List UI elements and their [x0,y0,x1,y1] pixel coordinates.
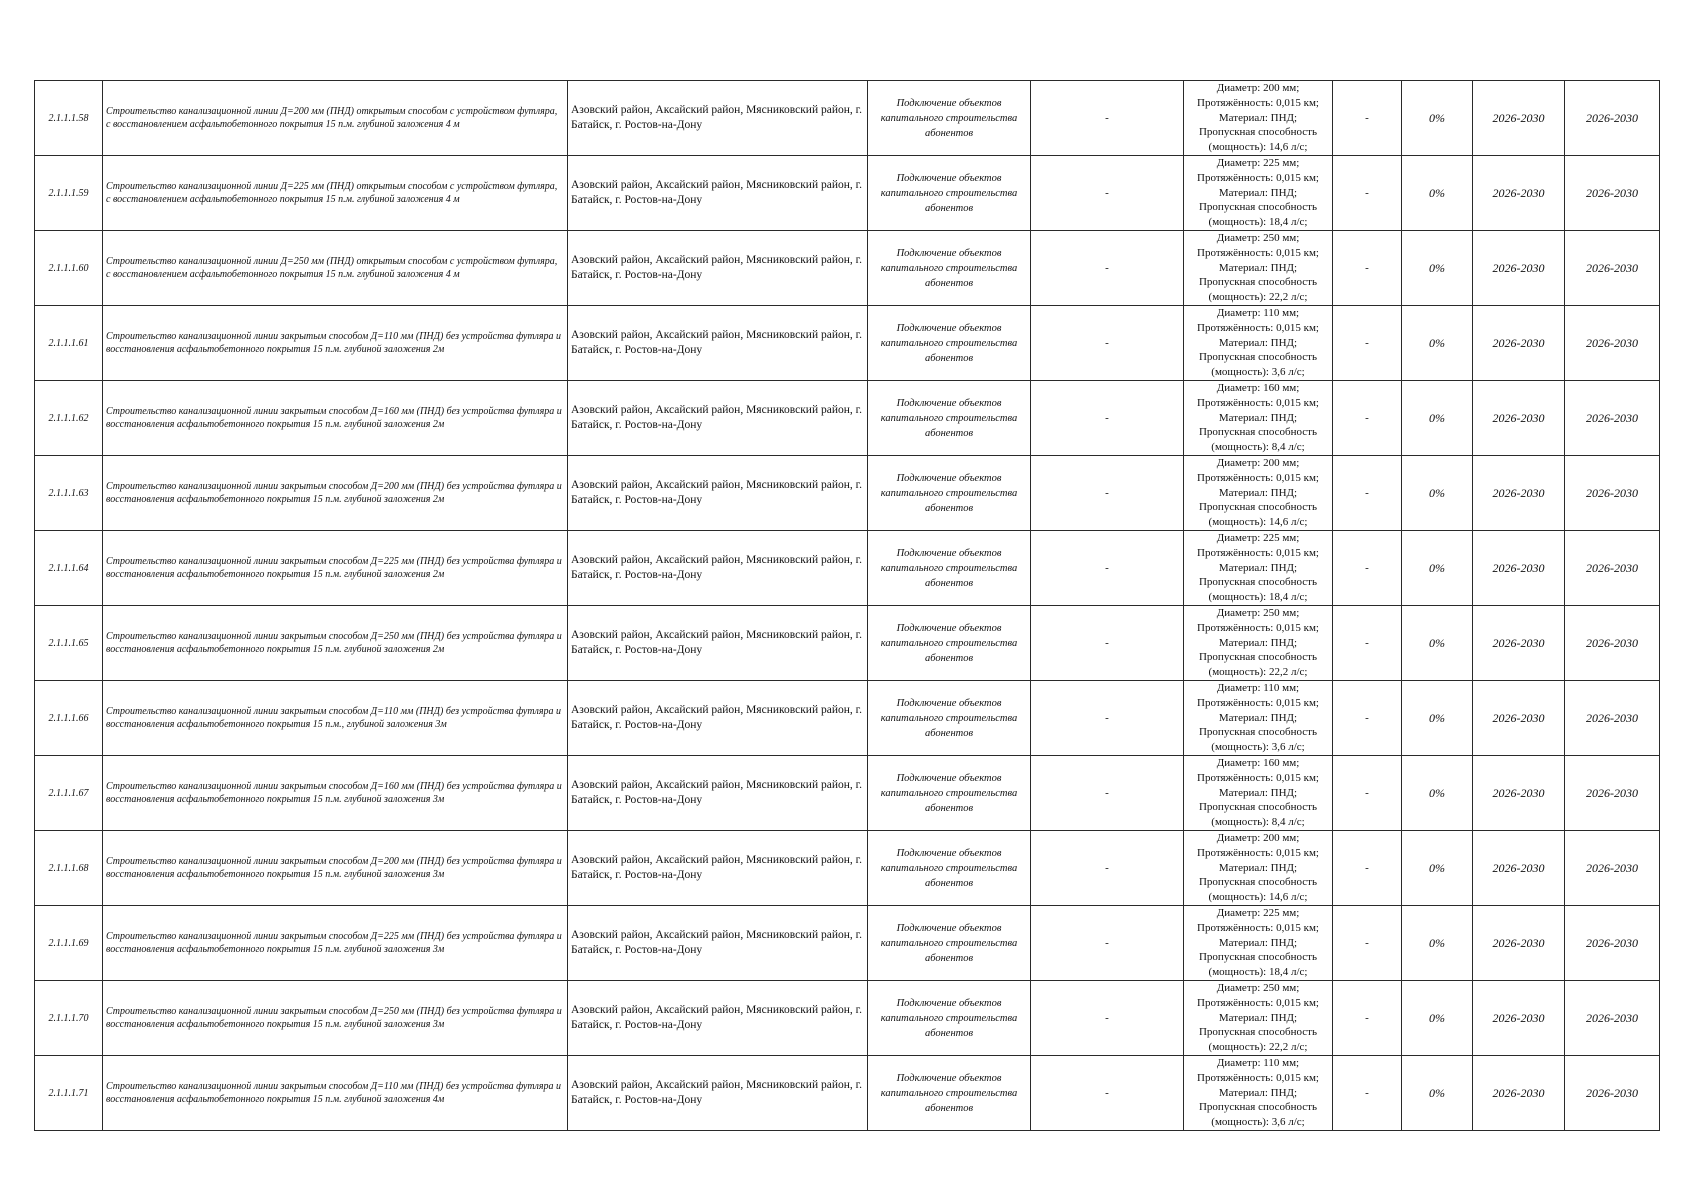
empty-value-2: - [1333,156,1402,231]
period-end: 2026-2030 [1565,981,1660,1056]
empty-value-2: - [1333,456,1402,531]
project-purpose: Подключение объектов капитального строительства абонентов [868,531,1031,606]
completion-percent: 0% [1402,681,1473,756]
param-diameter: Диаметр: 225 мм; [1216,907,1300,919]
empty-value-2: - [1333,1056,1402,1131]
row-number: 2.1.1.1.64 [35,531,103,606]
table-row [35,981,1660,1056]
project-location: Азовский район, Аксайский район, Мясниковский район, г. Батайск, г. Ростов-на-Дону [568,906,868,981]
empty-value-2: - [1333,756,1402,831]
param-length: Протяжённость: 0,015 км; [1197,396,1319,409]
period-end: 2026-2030 [1565,156,1660,231]
period-start: 2026-2030 [1473,231,1565,306]
param-diameter: Диаметр: 110 мм; [1216,1057,1300,1069]
param-material: Материал: ПНД; [1218,711,1298,724]
period-start: 2026-2030 [1473,81,1565,156]
period-start: 2026-2030 [1473,681,1565,756]
technical-parameters [1184,456,1333,531]
row-number: 2.1.1.1.65 [35,606,103,681]
empty-value: - [1031,531,1184,606]
param-material: Материал: ПНД; [1218,186,1298,199]
empty-value-2: - [1333,831,1402,906]
project-purpose: Подключение объектов капитального строительства абонентов [868,606,1031,681]
param-length: Протяжённость: 0,015 км; [1197,996,1319,1009]
param-capacity-value: (мощность): 8,4 л/с; [1211,816,1305,829]
param-diameter: Диаметр: 110 мм; [1216,307,1300,319]
technical-parameters [1184,381,1333,456]
completion-percent: 0% [1402,831,1473,906]
project-location: Азовский район, Аксайский район, Мясниковский район, г. Батайск, г. Ростов-на-Дону [568,831,868,906]
project-location: Азовский район, Аксайский район, Мясниковский район, г. Батайск, г. Ростов-на-Дону [568,531,868,606]
completion-percent: 0% [1402,906,1473,981]
period-start: 2026-2030 [1473,531,1565,606]
period-end: 2026-2030 [1565,81,1660,156]
empty-value: - [1031,81,1184,156]
table-row [35,1056,1660,1131]
period-start: 2026-2030 [1473,456,1565,531]
project-purpose: Подключение объектов капитального строительства абонентов [868,831,1031,906]
param-material: Материал: ПНД; [1218,486,1298,499]
row-number: 2.1.1.1.59 [35,156,103,231]
project-name: Строительство канализационной линии закрытым способом Д=250 мм (ПНД) без устройства футляра и восстановления асфальтобетонного покрытия 15 п.м. глубиной заложения 3м [103,981,568,1056]
technical-parameters [1184,81,1333,156]
project-name: Строительство канализационной линии закрытым способом Д=250 мм (ПНД) без устройства футляра и восстановления асфальтобетонного покрытия 15 п.м. глубиной заложения 2м [103,606,568,681]
empty-value-2: - [1333,381,1402,456]
project-location: Азовский район, Аксайский район, Мясниковский район, г. Батайск, г. Ростов-на-Дону [568,231,868,306]
param-capacity-value: (мощность): 18,4 л/с; [1208,966,1308,979]
project-purpose: Подключение объектов капитального строительства абонентов [868,1056,1031,1131]
param-capacity-value: (мощность): 3,6 л/с; [1211,1116,1305,1129]
param-diameter: Диаметр: 250 мм; [1216,232,1300,244]
row-number: 2.1.1.1.62 [35,381,103,456]
completion-percent: 0% [1402,456,1473,531]
table-row [35,156,1660,231]
table-row [35,606,1660,681]
param-capacity-label: Пропускная способность [1198,576,1318,589]
empty-value-2: - [1333,606,1402,681]
table-row [35,831,1660,906]
project-purpose: Подключение объектов капитального строительства абонентов [868,906,1031,981]
param-length: Протяжённость: 0,015 км; [1197,171,1319,184]
empty-value-2: - [1333,531,1402,606]
project-location: Азовский район, Аксайский район, Мясниковский район, г. Батайск, г. Ростов-на-Дону [568,1056,868,1131]
param-material: Материал: ПНД; [1218,786,1298,799]
param-length: Протяжённость: 0,015 км; [1197,846,1319,859]
project-purpose: Подключение объектов капитального строительства абонентов [868,681,1031,756]
project-name: Строительство канализационной линии закрытым способом Д=160 мм (ПНД) без устройства футляра и восстановления асфальтобетонного покрытия 15 п.м. глубиной заложения 2м [103,381,568,456]
period-start: 2026-2030 [1473,156,1565,231]
project-name: Строительство канализационной линии закрытым способом Д=110 мм (ПНД) без устройства футляра и восстановления асфальтобетонного покрытия 15 п.м. глубиной заложения 2м [103,306,568,381]
param-diameter: Диаметр: 225 мм; [1216,157,1300,169]
param-length: Протяжённость: 0,015 км; [1197,471,1319,484]
project-location: Азовский район, Аксайский район, Мясниковский район, г. Батайск, г. Ростов-на-Дону [568,81,868,156]
param-capacity-label: Пропускная способность [1198,201,1318,214]
empty-value: - [1031,756,1184,831]
table-row [35,531,1660,606]
project-location: Азовский район, Аксайский район, Мясниковский район, г. Батайск, г. Ростов-на-Дону [568,756,868,831]
technical-parameters [1184,1056,1333,1131]
project-name: Строительство канализационной линии закрытым способом Д=200 мм (ПНД) без устройства футляра и восстановления асфальтобетонного покрытия 15 п.м. глубиной заложения 3м [103,831,568,906]
empty-value-2: - [1333,981,1402,1056]
technical-parameters [1184,906,1333,981]
row-number: 2.1.1.1.58 [35,81,103,156]
param-capacity-label: Пропускная способность [1198,351,1318,364]
row-number: 2.1.1.1.68 [35,831,103,906]
project-purpose: Подключение объектов капитального строительства абонентов [868,756,1031,831]
period-start: 2026-2030 [1473,831,1565,906]
project-location: Азовский район, Аксайский район, Мясниковский район, г. Батайск, г. Ростов-на-Дону [568,306,868,381]
completion-percent: 0% [1402,756,1473,831]
table-row [35,456,1660,531]
empty-value: - [1031,831,1184,906]
investment-program-table [34,80,1660,1131]
param-length: Протяжённость: 0,015 км; [1197,921,1319,934]
period-end: 2026-2030 [1565,681,1660,756]
completion-percent: 0% [1402,606,1473,681]
project-location: Азовский район, Аксайский район, Мясниковский район, г. Батайск, г. Ростов-на-Дону [568,681,868,756]
empty-value-2: - [1333,231,1402,306]
period-start: 2026-2030 [1473,306,1565,381]
period-end: 2026-2030 [1565,831,1660,906]
project-location: Азовский район, Аксайский район, Мясниковский район, г. Батайск, г. Ростов-на-Дону [568,981,868,1056]
project-name: Строительство канализационной линии закрытым способом Д=200 мм (ПНД) без устройства футляра и восстановления асфальтобетонного покрытия 15 п.м. глубиной заложения 2м [103,456,568,531]
param-capacity-label: Пропускная способность [1198,726,1318,739]
completion-percent: 0% [1402,81,1473,156]
row-number: 2.1.1.1.61 [35,306,103,381]
row-number: 2.1.1.1.66 [35,681,103,756]
param-diameter: Диаметр: 110 мм; [1216,682,1300,694]
param-capacity-value: (мощность): 14,6 л/с; [1208,516,1308,529]
param-material: Материал: ПНД; [1218,561,1298,574]
project-purpose: Подключение объектов капитального строительства абонентов [868,156,1031,231]
param-diameter: Диаметр: 250 мм; [1216,982,1300,994]
period-end: 2026-2030 [1565,606,1660,681]
param-diameter: Диаметр: 160 мм; [1216,757,1300,769]
param-length: Протяжённость: 0,015 км; [1197,246,1319,259]
param-material: Материал: ПНД; [1218,636,1298,649]
param-length: Протяжённость: 0,015 км; [1197,696,1319,709]
param-capacity-label: Пропускная способность [1198,276,1318,289]
empty-value: - [1031,456,1184,531]
param-length: Протяжённость: 0,015 км; [1197,546,1319,559]
technical-parameters [1184,306,1333,381]
technical-parameters [1184,831,1333,906]
param-diameter: Диаметр: 200 мм; [1216,832,1300,844]
param-capacity-value: (мощность): 14,6 л/с; [1208,891,1308,904]
param-capacity-value: (мощность): 3,6 л/с; [1211,366,1305,379]
project-location: Азовский район, Аксайский район, Мясниковский район, г. Батайск, г. Ростов-на-Дону [568,606,868,681]
project-purpose: Подключение объектов капитального строительства абонентов [868,231,1031,306]
period-end: 2026-2030 [1565,1056,1660,1131]
row-number: 2.1.1.1.67 [35,756,103,831]
param-capacity-value: (мощность): 18,4 л/с; [1208,591,1308,604]
table-row [35,906,1660,981]
project-location: Азовский район, Аксайский район, Мясниковский район, г. Батайск, г. Ростов-на-Дону [568,156,868,231]
completion-percent: 0% [1402,1056,1473,1131]
period-start: 2026-2030 [1473,606,1565,681]
param-capacity-value: (мощность): 22,2 л/с; [1208,291,1308,304]
empty-value-2: - [1333,681,1402,756]
period-end: 2026-2030 [1565,306,1660,381]
param-capacity-label: Пропускная способность [1198,801,1318,814]
project-location: Азовский район, Аксайский район, Мясниковский район, г. Батайск, г. Ростов-на-Дону [568,456,868,531]
param-diameter: Диаметр: 225 мм; [1216,532,1300,544]
table-body [35,81,1660,1131]
technical-parameters [1184,231,1333,306]
empty-value-2: - [1333,306,1402,381]
empty-value: - [1031,231,1184,306]
param-capacity-value: (мощность): 22,2 л/с; [1208,666,1308,679]
param-capacity-value: (мощность): 14,6 л/с; [1208,141,1308,154]
param-length: Протяжённость: 0,015 км; [1197,1071,1319,1084]
project-name: Строительство канализационной линии Д=200 мм (ПНД) открытым способом с устройством футляра, с восстановлением асфальтобетонного покрытия 15 п.м. глубиной заложения 4 м [103,81,568,156]
row-number: 2.1.1.1.63 [35,456,103,531]
table-row [35,381,1660,456]
param-material: Материал: ПНД; [1218,111,1298,124]
param-capacity-value: (мощность): 3,6 л/с; [1211,741,1305,754]
table-row [35,81,1660,156]
table-row [35,681,1660,756]
technical-parameters [1184,981,1333,1056]
param-material: Материал: ПНД; [1218,261,1298,274]
param-capacity-value: (мощность): 8,4 л/с; [1211,441,1305,454]
param-material: Материал: ПНД; [1218,936,1298,949]
completion-percent: 0% [1402,531,1473,606]
empty-value: - [1031,1056,1184,1131]
period-end: 2026-2030 [1565,456,1660,531]
param-material: Материал: ПНД; [1218,1086,1298,1099]
row-number: 2.1.1.1.60 [35,231,103,306]
completion-percent: 0% [1402,981,1473,1056]
project-name: Строительство канализационной линии закрытым способом Д=110 мм (ПНД) без устройства футляра и восстановления асфальтобетонного покрытия 15 п.м. глубиной заложения 4м [103,1056,568,1131]
param-length: Протяжённость: 0,015 км; [1197,96,1319,109]
period-end: 2026-2030 [1565,756,1660,831]
row-number: 2.1.1.1.69 [35,906,103,981]
completion-percent: 0% [1402,306,1473,381]
empty-value: - [1031,681,1184,756]
row-number: 2.1.1.1.70 [35,981,103,1056]
param-material: Материал: ПНД; [1218,1011,1298,1024]
period-start: 2026-2030 [1473,381,1565,456]
empty-value-2: - [1333,906,1402,981]
project-purpose: Подключение объектов капитального строительства абонентов [868,456,1031,531]
param-diameter: Диаметр: 160 мм; [1216,382,1300,394]
param-capacity-label: Пропускная способность [1198,651,1318,664]
project-location: Азовский район, Аксайский район, Мясниковский район, г. Батайск, г. Ростов-на-Дону [568,381,868,456]
period-end: 2026-2030 [1565,906,1660,981]
empty-value: - [1031,156,1184,231]
completion-percent: 0% [1402,381,1473,456]
param-capacity-label: Пропускная способность [1198,1101,1318,1114]
param-capacity-value: (мощность): 22,2 л/с; [1208,1041,1308,1054]
table-row [35,306,1660,381]
completion-percent: 0% [1402,231,1473,306]
param-capacity-label: Пропускная способность [1198,126,1318,139]
param-capacity-value: (мощность): 18,4 л/с; [1208,216,1308,229]
period-start: 2026-2030 [1473,906,1565,981]
empty-value: - [1031,381,1184,456]
param-capacity-label: Пропускная способность [1198,876,1318,889]
technical-parameters [1184,681,1333,756]
project-name: Строительство канализационной линии Д=225 мм (ПНД) открытым способом с устройством футляра, с восстановлением асфальтобетонного покрытия 15 п.м. глубиной заложения 4 м [103,156,568,231]
param-capacity-label: Пропускная способность [1198,951,1318,964]
empty-value: - [1031,306,1184,381]
param-diameter: Диаметр: 200 мм; [1216,82,1300,94]
param-capacity-label: Пропускная способность [1198,501,1318,514]
completion-percent: 0% [1402,156,1473,231]
param-material: Материал: ПНД; [1218,861,1298,874]
empty-value: - [1031,981,1184,1056]
empty-value: - [1031,606,1184,681]
period-end: 2026-2030 [1565,381,1660,456]
row-number: 2.1.1.1.71 [35,1056,103,1131]
empty-value-2: - [1333,81,1402,156]
table-row [35,756,1660,831]
param-length: Протяжённость: 0,015 км; [1197,771,1319,784]
param-diameter: Диаметр: 250 мм; [1216,607,1300,619]
period-end: 2026-2030 [1565,231,1660,306]
project-purpose: Подключение объектов капитального строительства абонентов [868,381,1031,456]
project-purpose: Подключение объектов капитального строительства абонентов [868,981,1031,1056]
param-material: Материал: ПНД; [1218,411,1298,424]
param-length: Протяжённость: 0,015 км; [1197,621,1319,634]
project-name: Строительство канализационной линии закрытым способом Д=225 мм (ПНД) без устройства футляра и восстановления асфальтобетонного покрытия 15 п.м. глубиной заложения 2м [103,531,568,606]
period-start: 2026-2030 [1473,756,1565,831]
period-start: 2026-2030 [1473,981,1565,1056]
table-row [35,231,1660,306]
project-name: Строительство канализационной линии Д=250 мм (ПНД) открытым способом с устройством футляра, с восстановлением асфальтобетонного покрытия 15 п.м. глубиной заложения 4 м [103,231,568,306]
param-material: Материал: ПНД; [1218,336,1298,349]
project-purpose: Подключение объектов капитального строительства абонентов [868,81,1031,156]
technical-parameters [1184,531,1333,606]
project-name: Строительство канализационной линии закрытым способом Д=160 мм (ПНД) без устройства футляра и восстановления асфальтобетонного покрытия 15 п.м. глубиной заложения 3м [103,756,568,831]
param-capacity-label: Пропускная способность [1198,426,1318,439]
period-start: 2026-2030 [1473,1056,1565,1131]
empty-value: - [1031,906,1184,981]
project-purpose: Подключение объектов капитального строительства абонентов [868,306,1031,381]
technical-parameters [1184,756,1333,831]
period-end: 2026-2030 [1565,531,1660,606]
param-diameter: Диаметр: 200 мм; [1216,457,1300,469]
project-name: Строительство канализационной линии закрытым способом Д=225 мм (ПНД) без устройства футляра и восстановления асфальтобетонного покрытия 15 п.м. глубиной заложения 3м [103,906,568,981]
technical-parameters [1184,156,1333,231]
project-name: Строительство канализационной линии закрытым способом Д=110 мм (ПНД) без устройства футляра и восстановления асфальтобетонного покрытия 15 п.м., глубиной заложения 3м [103,681,568,756]
param-length: Протяжённость: 0,015 км; [1197,321,1319,334]
param-capacity-label: Пропускная способность [1198,1026,1318,1039]
technical-parameters [1184,606,1333,681]
